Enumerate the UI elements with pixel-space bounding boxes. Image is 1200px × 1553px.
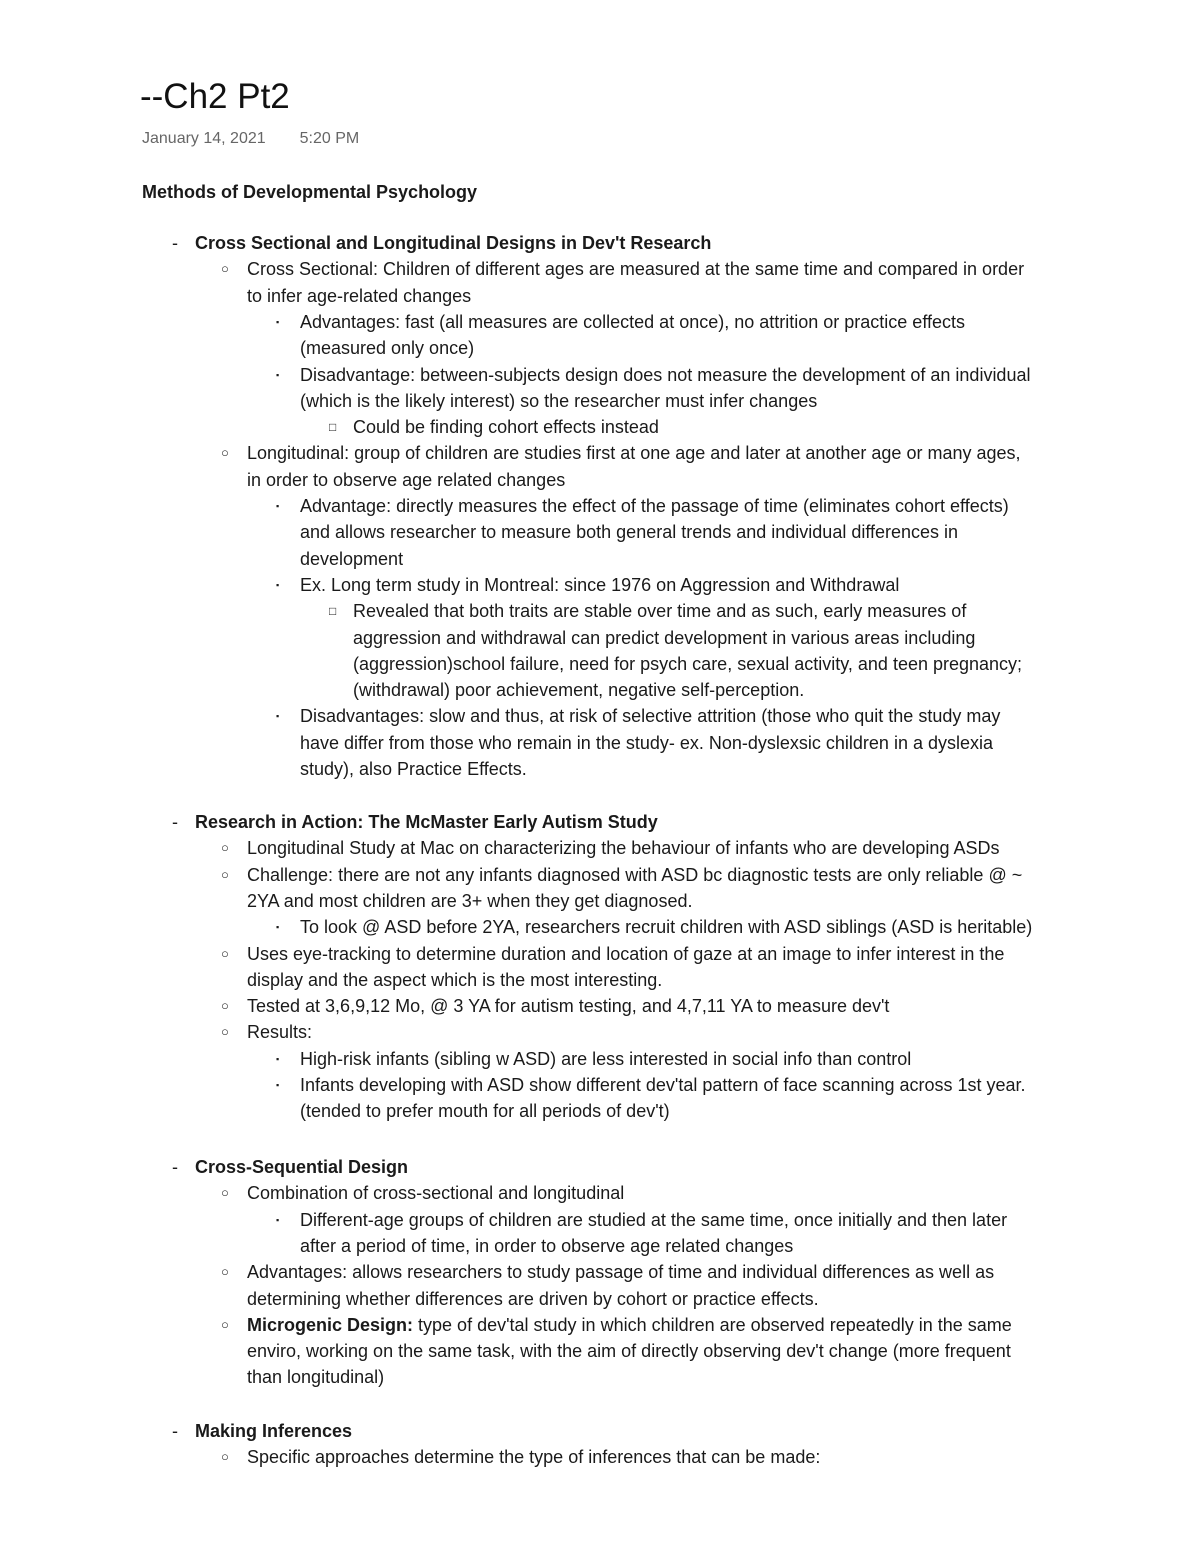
outline-line: in order to observe age related changes <box>247 469 566 490</box>
outline-line: (which is the likely interest) so the researcher must infer changes <box>300 390 818 411</box>
square-bullet-icon: ▪ <box>276 1214 280 1225</box>
term-definition: type of dev'tal study in which children are observed repeatedly in the same <box>413 1314 1012 1335</box>
outline-line: aggression and withdrawal can predict development in various areas including <box>353 627 976 648</box>
outline-line: Tested at 3,6,9,12 Mo, @ 3 YA for autism testing, and 4,7,11 YA to measure dev't <box>247 996 890 1017</box>
outline-line: Results: <box>247 1022 313 1043</box>
outline-line: Ex. Long term study in Montreal: since 1976 on Aggression and Withdrawal <box>300 574 900 595</box>
outline-line: development <box>300 548 404 569</box>
outline-line: after a period of time, in order to observe age related changes <box>300 1235 794 1256</box>
outline-line: To look @ ASD before 2YA, researchers recruit children with ASD siblings (ASD is heritable) <box>300 917 1033 938</box>
outline-line: study), also Practice Effects. <box>300 759 527 779</box>
circle-bullet-icon: ○ <box>221 866 229 882</box>
page-meta <box>142 128 359 150</box>
page-time: 5:20 PM <box>299 130 360 147</box>
outline-line: have differ from those who remain in the study- ex. Non-dyslexsic children in a dyslexia <box>300 732 993 753</box>
square-bullet-icon: ▪ <box>276 316 280 327</box>
term-label: Microgenic Design: <box>247 1314 414 1335</box>
outline-line: Disadvantage: between-subjects design does not measure the development of an individual <box>300 364 1031 385</box>
page-date: January 14, 2021 <box>142 130 266 147</box>
square-bullet-icon: ▪ <box>276 501 280 511</box>
outline-line: to infer age-related changes <box>247 285 472 306</box>
outline-line: Infants developing with ASD show different dev'tal pattern of face scanning across 1st year. <box>300 1075 1026 1095</box>
outline-line: display and the aspect which is the most interesting. <box>247 969 663 990</box>
outline-line: enviro, working on the same task, with the aim of directly observing dev't change (more frequent <box>247 1341 1011 1362</box>
page-title: --Ch2 Pt2 <box>140 77 290 116</box>
outline-line: Advantages: allows researchers to study passage of time and individual differences as well as <box>247 1262 995 1283</box>
square-bullet-icon: ▪ <box>276 1053 280 1064</box>
circle-bullet-icon: ○ <box>221 261 229 277</box>
section-heading: Making Inferences <box>195 1421 353 1441</box>
outline-line: (tended to prefer mouth for all periods of dev't) <box>300 1101 670 1122</box>
outline-line: Cross Sectional: Children of different ages are measured at the same time and compared in order <box>247 259 1025 280</box>
dash-bullet: - <box>172 233 178 253</box>
circle-bullet-icon: ○ <box>221 1449 229 1465</box>
circle-bullet-icon: ○ <box>221 1185 229 1201</box>
square-bullet-icon: ▪ <box>276 369 280 380</box>
outline-line: Challenge: there are not any infants diagnosed with ASD bc diagnostic tests are only reliable @ ~ <box>247 864 1023 885</box>
dash-bullet: - <box>172 1157 178 1177</box>
outline-line: Revealed that both traits are stable over time and as such, early measures of <box>353 601 967 622</box>
outline-line: Disadvantages: slow and thus, at risk of selective attrition (those who quit the study may <box>300 706 1001 727</box>
outline-line: and allows researcher to measure both general trends and individual differences in <box>300 522 959 543</box>
outline-line: Uses eye-tracking to determine duration and location of gaze at an image to infer interest in the <box>247 943 1005 964</box>
outline-line: (withdrawal) poor achievement, negative self-perception. <box>353 680 805 701</box>
dash-bullet: - <box>172 812 178 832</box>
square-bullet-icon: ▪ <box>276 711 280 722</box>
circle-bullet-icon: ○ <box>221 945 229 961</box>
square-bullet-icon: ▪ <box>276 579 280 590</box>
circle-bullet-icon: ○ <box>221 998 229 1014</box>
circle-bullet-icon: ○ <box>221 1264 229 1280</box>
outline-line <box>247 1312 1012 1338</box>
outline-line: determining whether differences are driven by cohort or practice effects. <box>247 1288 819 1309</box>
outline-line: Different-age groups of children are studied at the same time, once initially and then later <box>300 1209 1008 1230</box>
square-bullet-icon: ▪ <box>276 1080 280 1090</box>
outline-line: (aggression)school failure, need for psych care, sexual activity, and teen pregnancy; <box>353 653 1023 674</box>
hollow-square-bullet-icon: □ <box>329 604 337 619</box>
section-heading: Methods of Developmental Psychology <box>142 182 478 202</box>
square-bullet-icon: ▪ <box>276 922 280 933</box>
outline-line: Advantages: fast (all measures are collected at once), no attrition or practice effects <box>300 311 966 332</box>
outline-line: Longitudinal: group of children are studies first at one age and later at another age or many ages, <box>247 443 1021 464</box>
outline-line: High-risk infants (sibling w ASD) are less interested in social info than control <box>300 1048 912 1069</box>
outline-line: Advantage: directly measures the effect of the passage of time (eliminates cohort effects) <box>300 496 1009 516</box>
dash-bullet: - <box>172 1421 178 1441</box>
circle-bullet-icon: ○ <box>221 840 229 856</box>
outline-line: Longitudinal Study at Mac on characterizing the behaviour of infants who are developing ASDs <box>247 838 1000 859</box>
circle-bullet-icon: ○ <box>221 1024 229 1040</box>
circle-bullet-icon: ○ <box>221 1316 229 1332</box>
section-heading: Cross-Sequential Design <box>195 1157 409 1177</box>
section-heading: Cross Sectional and Longitudinal Designs in Dev't Research <box>195 233 712 253</box>
section-heading: Research in Action: The McMaster Early Autism Study <box>195 812 658 832</box>
outline-line: (measured only once) <box>300 338 475 359</box>
outline-line: 2YA and most children are 3+ when they get diagnosed. <box>247 890 693 911</box>
outline-line: Could be finding cohort effects instead <box>353 417 659 438</box>
outline-line: Specific approaches determine the type of inferences that can be made: <box>247 1447 821 1468</box>
hollow-square-bullet-icon: □ <box>329 420 337 435</box>
outline-line: than longitudinal) <box>247 1367 385 1388</box>
outline-line: Combination of cross-sectional and longitudinal <box>247 1183 625 1204</box>
circle-bullet-icon: ○ <box>221 445 229 461</box>
